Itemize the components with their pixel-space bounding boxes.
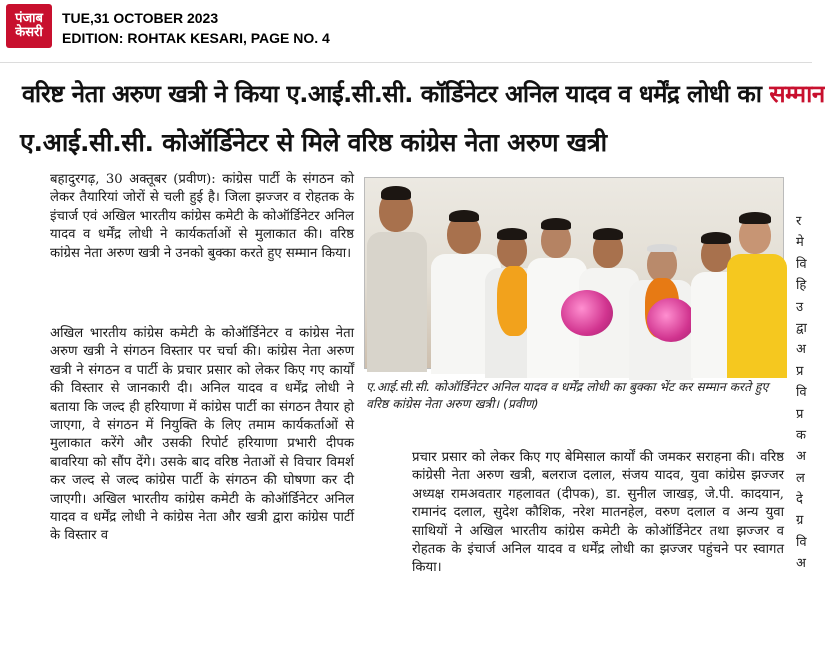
adjacent-column-fragment xyxy=(796,211,812,575)
subheadline: ए.आई.सी.सी. कोऑर्डिनेटर से मिले वरिष्ठ कांग्रेस नेता अरुण खत्री xyxy=(20,128,607,157)
fragment-line: क xyxy=(796,427,806,443)
newspaper-logo xyxy=(6,4,52,48)
fragment-line: र xyxy=(796,214,802,229)
bouquet xyxy=(561,290,613,336)
news-clipping xyxy=(0,62,825,650)
article-paragraph-3 xyxy=(412,449,784,578)
fragment-line: अ xyxy=(796,449,806,465)
paragraph-3-text: प्रचार प्रसार को लेकर किए गए बेमिसाल कार्यों की जमकर सराहना की। वरिष्ठ कांग्रेसी नेता अरुण खत्री, बलराज दलाल, संजय यादव, युवा कांग्रेस झज्जर अध्यक्ष रामअवतार गहलावत (दीपक), डा. सुनील जाखड़, जे.पी. कादयान, रामानंद दलाल, सुदेश कौशिक, नरेश मातनहेल, वरुण दलाल व अन्य युवा साथियों ने अखिल भारतीय कांग्रेस कमेटी के कोऑर्डिनेटर तथा झज्जर व रोहतक के इंचार्ज अनिल यादव व धर्मेंद्र लोधी का झज्जर पहुंचने पर स्वागत किया। xyxy=(412,450,784,576)
edition-line: EDITION: ROHTAK KESARI, PAGE NO. 4 xyxy=(62,30,330,46)
paragraph-1-text: बहादुरगढ़, 30 अक्तूबर (प्रवीण): कांग्रेस पार्टी के संगठन को लेकर तैयारियां जोरों से चली हुई है। जिला झज्जर व रोहतक के इंचार्ज एवं अखिल भारतीय कांग्रेस कमेटी के कोऑर्डिनेटर अनिल यादव व धर्मेंद्र लोधी ने कार्यकर्ताओं से मुलाकात की। वरिष्ठ कांग्रेस नेता अरुण खत्री ने उनको बुक्का करते हुए सम्मान किया। xyxy=(50,172,354,261)
logo-line-1: पंजाब xyxy=(15,11,43,27)
logo-line-2: केसरी xyxy=(15,25,43,40)
fragment-line: मे xyxy=(796,235,804,251)
edition-info xyxy=(62,8,330,48)
clipping-header xyxy=(0,0,812,52)
fragment-line: द्वा xyxy=(796,320,807,336)
fragment-line: उ xyxy=(796,299,804,315)
headline xyxy=(22,77,825,110)
news-photo xyxy=(364,177,784,369)
headline-main: वरिष्ट नेता अरुण खत्री ने किया ए.आई.सी.सी. कॉर्डिनेटर अनिल यादव व धर्मेंद्र लोधी का xyxy=(22,80,762,108)
fragment-line: वि xyxy=(796,534,807,550)
paragraph-2-text: अखिल भारतीय कांग्रेस कमेटी के कोऑर्डिनेटर व कांग्रेस नेता अरुण खत्री ने संगठन विस्तार पर चर्चा की। कांग्रेस नेता अरुण खत्री ने संगठन व पार्टी के प्रचार प्रसार को लेकर किए गए कार्यों की विस्तार से जानकारी दी। अनिल यादव व धर्मेंद्र लोधी ने बताया कि जल्द ही हरियाणा में कांग्रेस पार्टी का संगठन तैयार हो जाएगा, वे संगठन में नियुक्ति के लिए तमाम कार्यकर्ताओं से मुलाकात करेंगे और उसकी रिपोर्ट हरियाणा प्रभारी दीपक बावरिया को सौंप देंगे। उसके बाद वरिष्ठ नेताओं से विचार विमर्श कर जल्द से जल्द कांग्रेस पार्टी के संगठन की घोषणा कर दी जाएगी। अखिल भारतीय कांग्रेस कमेटी के कोऑर्डिनेटर अनिल यादव व धर्मेंद्र लोधी ने कांग्रेस नेता और खत्री द्वारा कांग्रेस पार्टी के विस्तार व xyxy=(50,326,354,544)
fragment-line: ग्र xyxy=(796,513,804,529)
fragment-line: अ xyxy=(796,342,806,358)
publication-date: TUE,31 OCTOBER 2023 xyxy=(62,10,219,26)
fragment-line: प्र xyxy=(796,363,804,379)
fragment-line: वि xyxy=(796,256,807,272)
fragment-line: हि xyxy=(796,278,807,294)
headline-highlight: सम्मान xyxy=(769,80,825,108)
article-paragraph-2 xyxy=(22,325,354,546)
fragment-line: ल xyxy=(796,470,805,486)
fragment-line: प्र xyxy=(796,406,804,422)
bouquet xyxy=(647,298,695,342)
fragment-line: वि xyxy=(796,385,807,401)
photo-caption: ए.आई.सी.सी. कोऑर्डिनेटर अनिल यादव व धर्मेंद्र लोधी का बुक्का भेंट कर सम्मान करते हुए वरिष्ठ कांग्रेस नेता अरुण खत्री। (प्रवीण) xyxy=(366,380,769,411)
fragment-line: अ xyxy=(796,556,806,572)
article-paragraph-1 xyxy=(22,171,354,263)
fragment-line: दे xyxy=(796,492,803,508)
